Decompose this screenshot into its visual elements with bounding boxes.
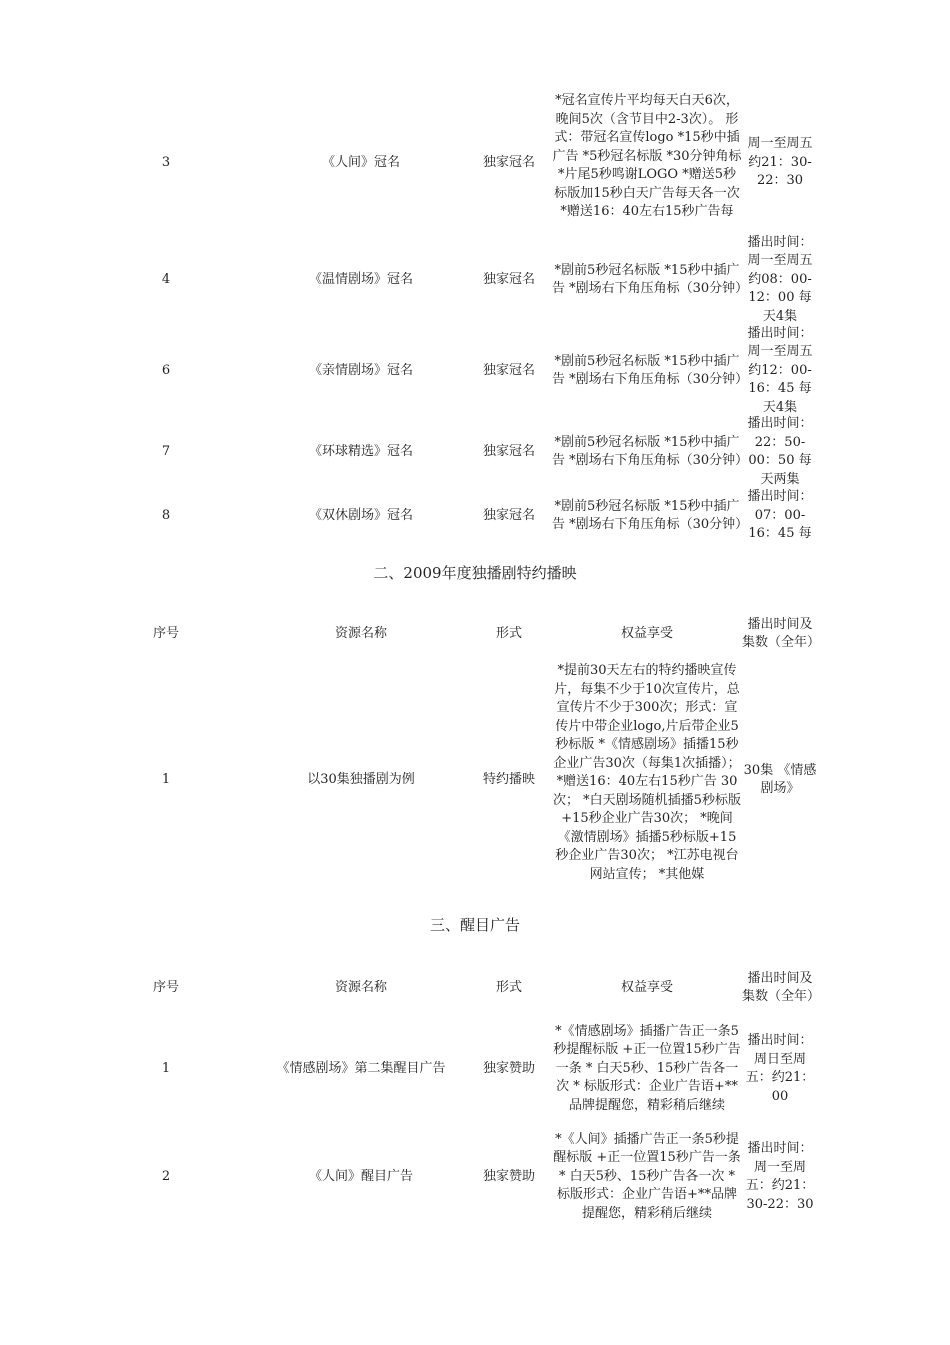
table-row-time: 播出时间：07：00-16：45 每 [747, 489, 813, 542]
header-time: 播出时间及集数（全年） [742, 970, 821, 1004]
table-row-form: 独家冠名 [482, 271, 535, 287]
table-row-seq: 4 [161, 271, 171, 287]
table-row-seq: 1 [161, 1060, 171, 1076]
table-row-benefit: *剧前5秒冠名标版 *15秒中插广告 *剧场右下角压角标（30分钟） [552, 434, 749, 468]
table-row-form: 独家赞助 [482, 1168, 535, 1184]
table-row-form: 独家冠名 [482, 362, 535, 378]
table-row-benefit: *《情感剧场》插播广告正一条5秒提醒标版 +正一位置15秒广告一条 * 白天5秒、15秒广告各一次 * 标版形式：企业广告语+**品牌提醒您，精彩稍后继续 [553, 1023, 741, 1113]
table-row-name: 《双休剧场》冠名 [308, 507, 413, 523]
table-row-name: 《环球精选》冠名 [308, 443, 413, 459]
table-row-form: 独家冠名 [482, 154, 535, 170]
table-row-seq: 7 [161, 443, 171, 459]
section2-title: 二、2009年度独播剧特约播映 [373, 564, 577, 582]
section3-title: 三、醒目广告 [429, 916, 520, 934]
table-row-name: 《亲情剧场》冠名 [308, 362, 413, 378]
table-row-time: 30集 《情感剧场》 [743, 762, 817, 796]
table-row-name: 以30集独播剧为例 [307, 771, 415, 787]
table-row-time: 播出时间：周一至周五约08：00-12：00 每天4集 [747, 234, 813, 324]
table-row-benefit: *冠名宣传片平均每天白天6次，晚间5次（含节目中2-3次）。 形式：带冠名宣传logo *15秒中插广告 *5秒冠名标版 *30分钟角标 *片尾5秒鸣谢LOGO *赠送5秒标版加15秒白天广告每天各一次 *赠送16：40左右15秒广告每 [552, 93, 742, 219]
table-row-form: 独家冠名 [482, 507, 535, 523]
header-seq: 序号 [152, 625, 179, 641]
table-row-time: 周一至周五约21：30-22：30 [747, 136, 813, 189]
table-row-form: 特约播映 [482, 771, 535, 787]
table-row-time: 播出时间：周一至周五：约21：30-22：30 [745, 1141, 815, 1212]
table-row-time: 播出时间：22：50-00：50 每天两集 [747, 416, 813, 487]
header-form: 形式 [495, 625, 522, 641]
header-benefit: 权益享受 [620, 625, 673, 641]
table-row-benefit: *《人间》插播广告正一条5秒提醒标版 +正一位置15秒广告一条 * 白天5秒、15秒广告各一次 * 标版形式：企业广告语+**品牌提醒您，精彩稍后继续 [553, 1131, 741, 1221]
table-row-seq: 2 [161, 1168, 171, 1184]
table-row-benefit: *提前30天左右的特约播映宣传片，每集不少于10次宣传片，总宣传片不少于300次；形式：宣传片中带企业logo,片后带企业5秒标版 *《情感剧场》插播15秒企业广告30次（每集1次插播）； *赠送16：40左右15秒广告 30次； *白天剧场随机插播5秒标版+15秒企业广告30次； *晚间《激情剧场》插播5秒标版+15秒企业广告30次； *江苏电视台网站宣传； *其他媒 [553, 663, 741, 882]
table-row-form: 独家冠名 [482, 443, 535, 459]
header-name: 资源名称 [334, 979, 387, 995]
header-seq: 序号 [152, 979, 179, 995]
table-row-seq: 8 [161, 507, 171, 523]
header-form: 形式 [495, 979, 522, 995]
header-benefit: 权益享受 [620, 979, 673, 995]
table-row-seq: 6 [161, 362, 171, 378]
table-row-seq: 3 [161, 154, 171, 170]
table-row-form: 独家赞助 [482, 1060, 535, 1076]
table-row-name: 《温情剧场》冠名 [308, 271, 413, 287]
table-row-name: 《情感剧场》第二集醒目广告 [276, 1060, 446, 1076]
table-row-time: 播出时间：周一至周五约12：00-16：45 每天4集 [747, 325, 813, 415]
header-name: 资源名称 [334, 625, 387, 641]
table-row-seq: 1 [161, 771, 171, 787]
header-time: 播出时间及集数（全年） [742, 616, 821, 650]
table-row-benefit: *剧前5秒冠名标版 *15秒中插广告 *剧场右下角压角标（30分钟） [552, 353, 749, 387]
table-row-benefit: *剧前5秒冠名标版 *15秒中插广告 *剧场右下角压角标（30分钟） [552, 498, 749, 532]
table-row-time: 播出时间：周日至周五：约21：00 [745, 1033, 815, 1104]
table-row-benefit: *剧前5秒冠名标版 *15秒中插广告 *剧场右下角压角标（30分钟） [552, 262, 749, 296]
table-row-name: 《人间》冠名 [321, 154, 400, 170]
table-row-name: 《人间》醒目广告 [308, 1168, 413, 1184]
